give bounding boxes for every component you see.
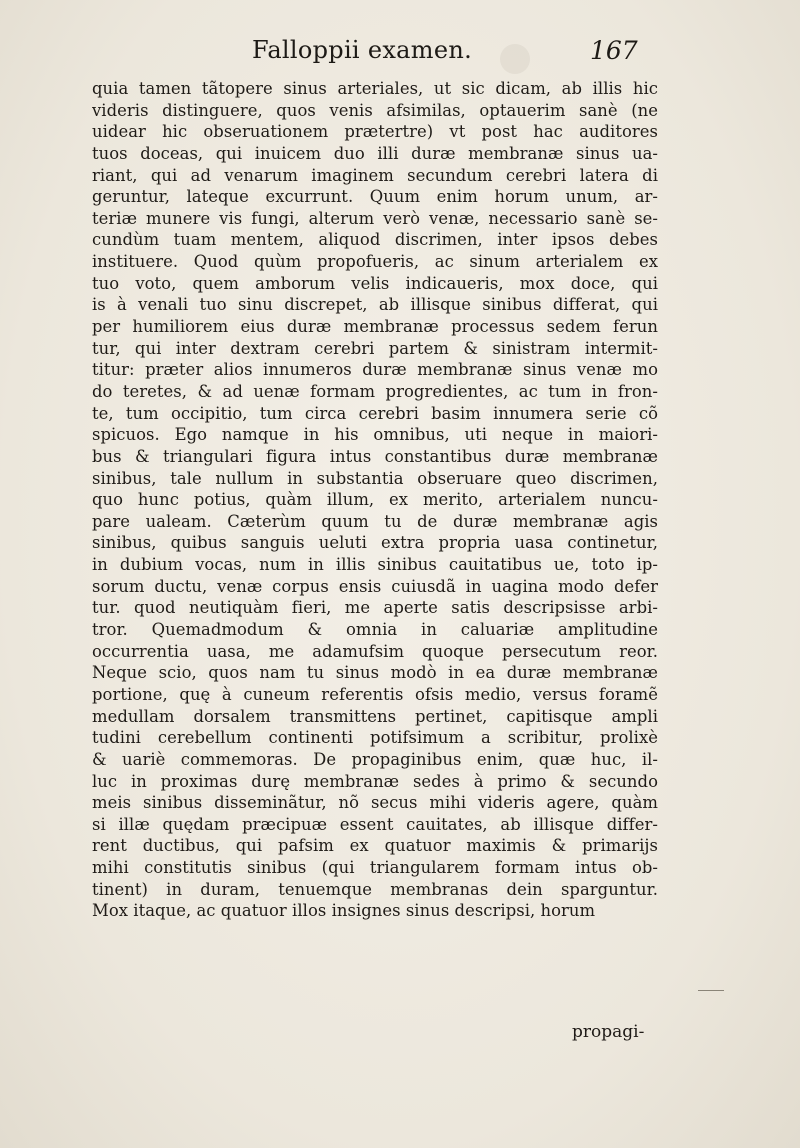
text-line: luc in proximas durę membranæ sedes à primo & secundo: [92, 771, 658, 791]
text-line: geruntur, lateque excurrunt. Quum enim horum unum, ar-: [92, 187, 658, 207]
text-line: do teretes, & ad uenæ formam progredientes, ac tum in fron-: [92, 381, 658, 401]
text-line: bus & triangulari figura intus constantibus duræ membranæ: [92, 446, 658, 466]
text-line: riant, qui ad venarum imaginem secundum cerebri latera di: [92, 165, 658, 185]
text-line: si illæ quędam præcipuæ essent cauitates, ab illisque differ-: [92, 814, 658, 834]
text-line: quo hunc potius, quàm illum, ex merito, arterialem nuncu-: [92, 490, 658, 510]
body-text: [92, 78, 658, 922]
text-line: tuos doceas, qui inuicem duo illi duræ membranæ sinus ua-: [92, 143, 658, 163]
text-line: meis sinibus disseminãtur, nõ secus mihi videris agere, quàm: [92, 793, 658, 813]
text-line: titur: præter alios innumeros duræ membranæ sinus venæ mo: [92, 360, 658, 380]
text-line: & uariè commemoras. De propaginibus enim, quæ huc, il-: [92, 749, 658, 769]
text-line: is à venali tuo sinu discrepet, ab illisque sinibus differat, qui: [92, 295, 658, 315]
text-line: cundùm tuam mentem, aliquod discrimen, inter ipsos debes: [92, 230, 658, 250]
text-line: spicuos. Ego namque in his omnibus, uti neque in maiori-: [92, 425, 658, 445]
text-line: portione, quę à cuneum referentis ofsis medio, versus foramẽ: [92, 684, 658, 704]
page-number: 167: [590, 36, 638, 65]
text-line: Mox itaque, ac quatuor illos insignes sinus descripsi, horum: [92, 901, 596, 921]
margin-rule: [698, 990, 724, 991]
text-line: videris distinguere, quos venis afsimilas, optauerim sanè (ne: [92, 100, 658, 120]
text-line: rent ductibus, qui pafsim ex quatuor maximis & primarijs: [92, 836, 658, 856]
text-line: Neque scio, quos nam tu sinus modò in ea duræ membranæ: [92, 663, 658, 683]
running-head: Falloppii examen.: [252, 36, 473, 64]
text-line: tror. Quemadmodum & omnia in caluariæ amplitudine: [92, 620, 658, 640]
text-line: mihi constitutis sinibus (qui triangularem formam intus ob-: [92, 858, 658, 878]
text-line: tinent) in duram, tenuemque membranas dein sparguntur.: [92, 879, 658, 899]
text-line: tuo voto, quem amborum velis indicaueris, mox doce, qui: [92, 273, 658, 293]
catchword: propagi-: [572, 1022, 645, 1042]
text-line: teriæ munere vis fungi, alterum verò venæ, necessario sanè se-: [92, 208, 658, 228]
text-line: uidear hic obseruationem prætertre) vt post hac auditores: [92, 122, 658, 142]
text-line: medullam dorsalem transmittens pertinet, capitisque ampli: [92, 706, 658, 726]
text-line: pare ualeam. Cæterùm quum tu de duræ membranæ agis: [92, 511, 658, 531]
text-line: tur. quod neutiquàm fieri, me aperte satis descripsisse arbi-: [92, 598, 658, 618]
text-line: tudini cerebellum continenti potifsimum a scribitur, prolixè: [92, 728, 658, 748]
text-line: per humiliorem eius duræ membranæ processus sedem ferun: [92, 317, 658, 337]
text-line: sinibus, tale nullum in substantia obseruare queo discrimen,: [92, 468, 658, 488]
text-line: te, tum occipitio, tum circa cerebri basim innumera serie cõ: [92, 403, 658, 423]
text-line: tur, qui inter dextram cerebri partem & sinistram intermit-: [92, 338, 658, 358]
text-line: quia tamen tãtopere sinus arteriales, ut sic dicam, ab illis hic: [92, 79, 658, 98]
text-line: sorum ductu, venæ corpus ensis cuiusdã in uagina modo defer: [92, 576, 658, 596]
page-header: [0, 36, 800, 76]
text-line: in dubium vocas, num in illis sinibus cauitatibus ue, toto ip-: [92, 555, 658, 575]
text-line: occurrentia uasa, me adamufsim quoque persecutum reor.: [92, 641, 658, 661]
text-line: instituere. Quod quùm propofueris, ac sinum arterialem ex: [92, 252, 658, 272]
text-line: sinibus, quibus sanguis ueluti extra propria uasa continetur,: [92, 533, 658, 553]
